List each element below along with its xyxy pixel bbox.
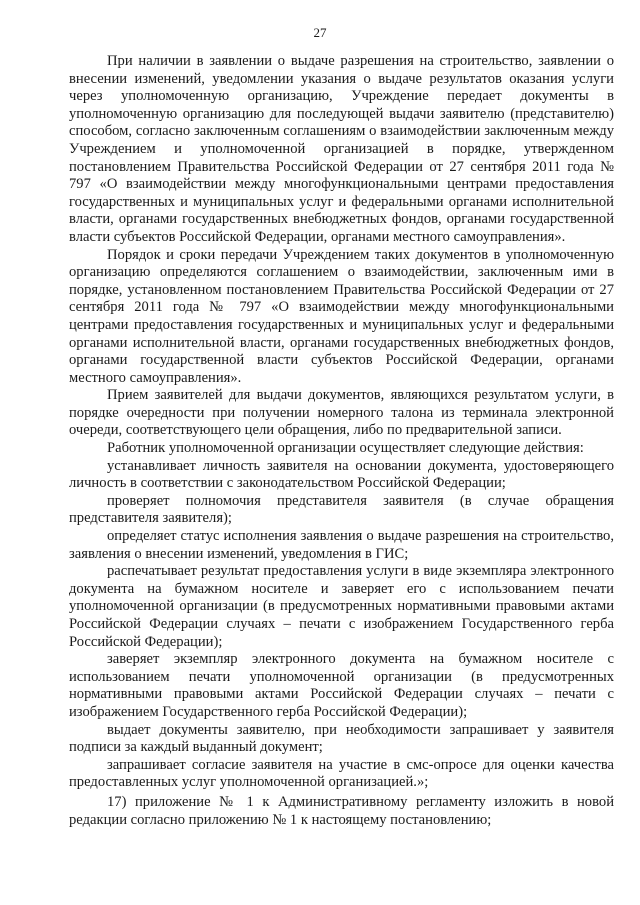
page-number: 27 [313, 25, 327, 40]
list-item-determine-status: определяет статус исполнения заявления о выдаче разрешения на строительство, заявления о внесении изменений, уведомления в ГИС; [69, 528, 614, 562]
list-item-sms-survey: запрашивает согласие заявителя на участие в смс-опросе для оценки качества предоставленных услуг уполномоченной организацией.»; [69, 756, 614, 791]
paragraph-transfer-via-organization: При наличии в заявлении о выдаче разрешения на строительство, заявлении о внесении изменений, уведомлении указания о выдаче результатов оказания услуги через уполномоченную организацию, Учреждение передает документы в уполномоченную организацию для последующей выдачи заявителю (представителю) способом, согласно заключенным соглашениям о взаимодействии заключенным между Учреждением и уполномоченной организацией в порядке, утвержденном постановлением Правительства Российской Федерации от 27 сентября 2011 года № 797 «О взаимодействии между многофункциональными центрами предоставления государственных и муниципальных услуг и федеральными органами исполнительной власти, органами государственных внебюджетных фондов, органами государственной власти субъектов Российской Федерации, органами местного самоуправления». [69, 53, 614, 245]
document-body [69, 53, 614, 829]
paragraph-transfer-order: Порядок и сроки передачи Учреждением таких документов в уполномоченную организацию определяются соглашением о взаимодействии, заключенным ими в порядке, установленном постановлением Правительства Российской Федерации от 27 сентября 2011 года № 797 «О взаимодействии между многофункциональными центрами предоставления государственных и муниципальных услуг и федеральными органами исполнительной власти, органами государственных внебюджетных фондов, органами государственной власти субъектов Российской Федерации, органами местного самоуправления». [69, 246, 614, 386]
list-item-check-authority: проверяет полномочия представителя заявителя (в случае обращения представителя заявителя); [69, 492, 614, 527]
list-item-certify-copy: заверяет экземпляр электронного документа на бумажном носителе с использованием печати уполномоченной организации (в предусмотренных нормативными правовыми актами Российской Федерации случаях – печати с изображением Государственного герба Российской Федерации); [69, 651, 614, 720]
paragraph-reception-queue: Прием заявителей для выдачи документов, являющихся результатом услуги, в порядке очередности при получении номерного талона из терминала электронной очереди, соответствующего цели обращения, либо по предварительной записи. [69, 387, 614, 439]
paragraph-employee-actions-intro: Работник уполномоченной организации осуществляет следующие действия: [107, 440, 584, 457]
paragraph-item-17: 17) приложение № 1 к Административному регламенту изложить в новой редакции согласно приложению № 1 к настоящему постановлению; [69, 793, 614, 828]
list-item-issue-documents: выдает документы заявителю, при необходимости запрашивает у заявителя подписи за каждый выданный документ; [69, 721, 614, 756]
list-item-print-result: распечатывает результат предоставления услуги в виде экземпляра электронного документа на бумажном носителе и заверяет его с использованием печати уполномоченной организации (в предусмотренных нормативными правовыми актами Российской Федерации случаях – печати с изображением Государственного герба Российской Федерации); [69, 563, 614, 650]
list-item-identify-applicant: устанавливает личность заявителя на основании документа, удостоверяющего личность в соответствии с законодательством Российской Федерации; [69, 457, 614, 492]
